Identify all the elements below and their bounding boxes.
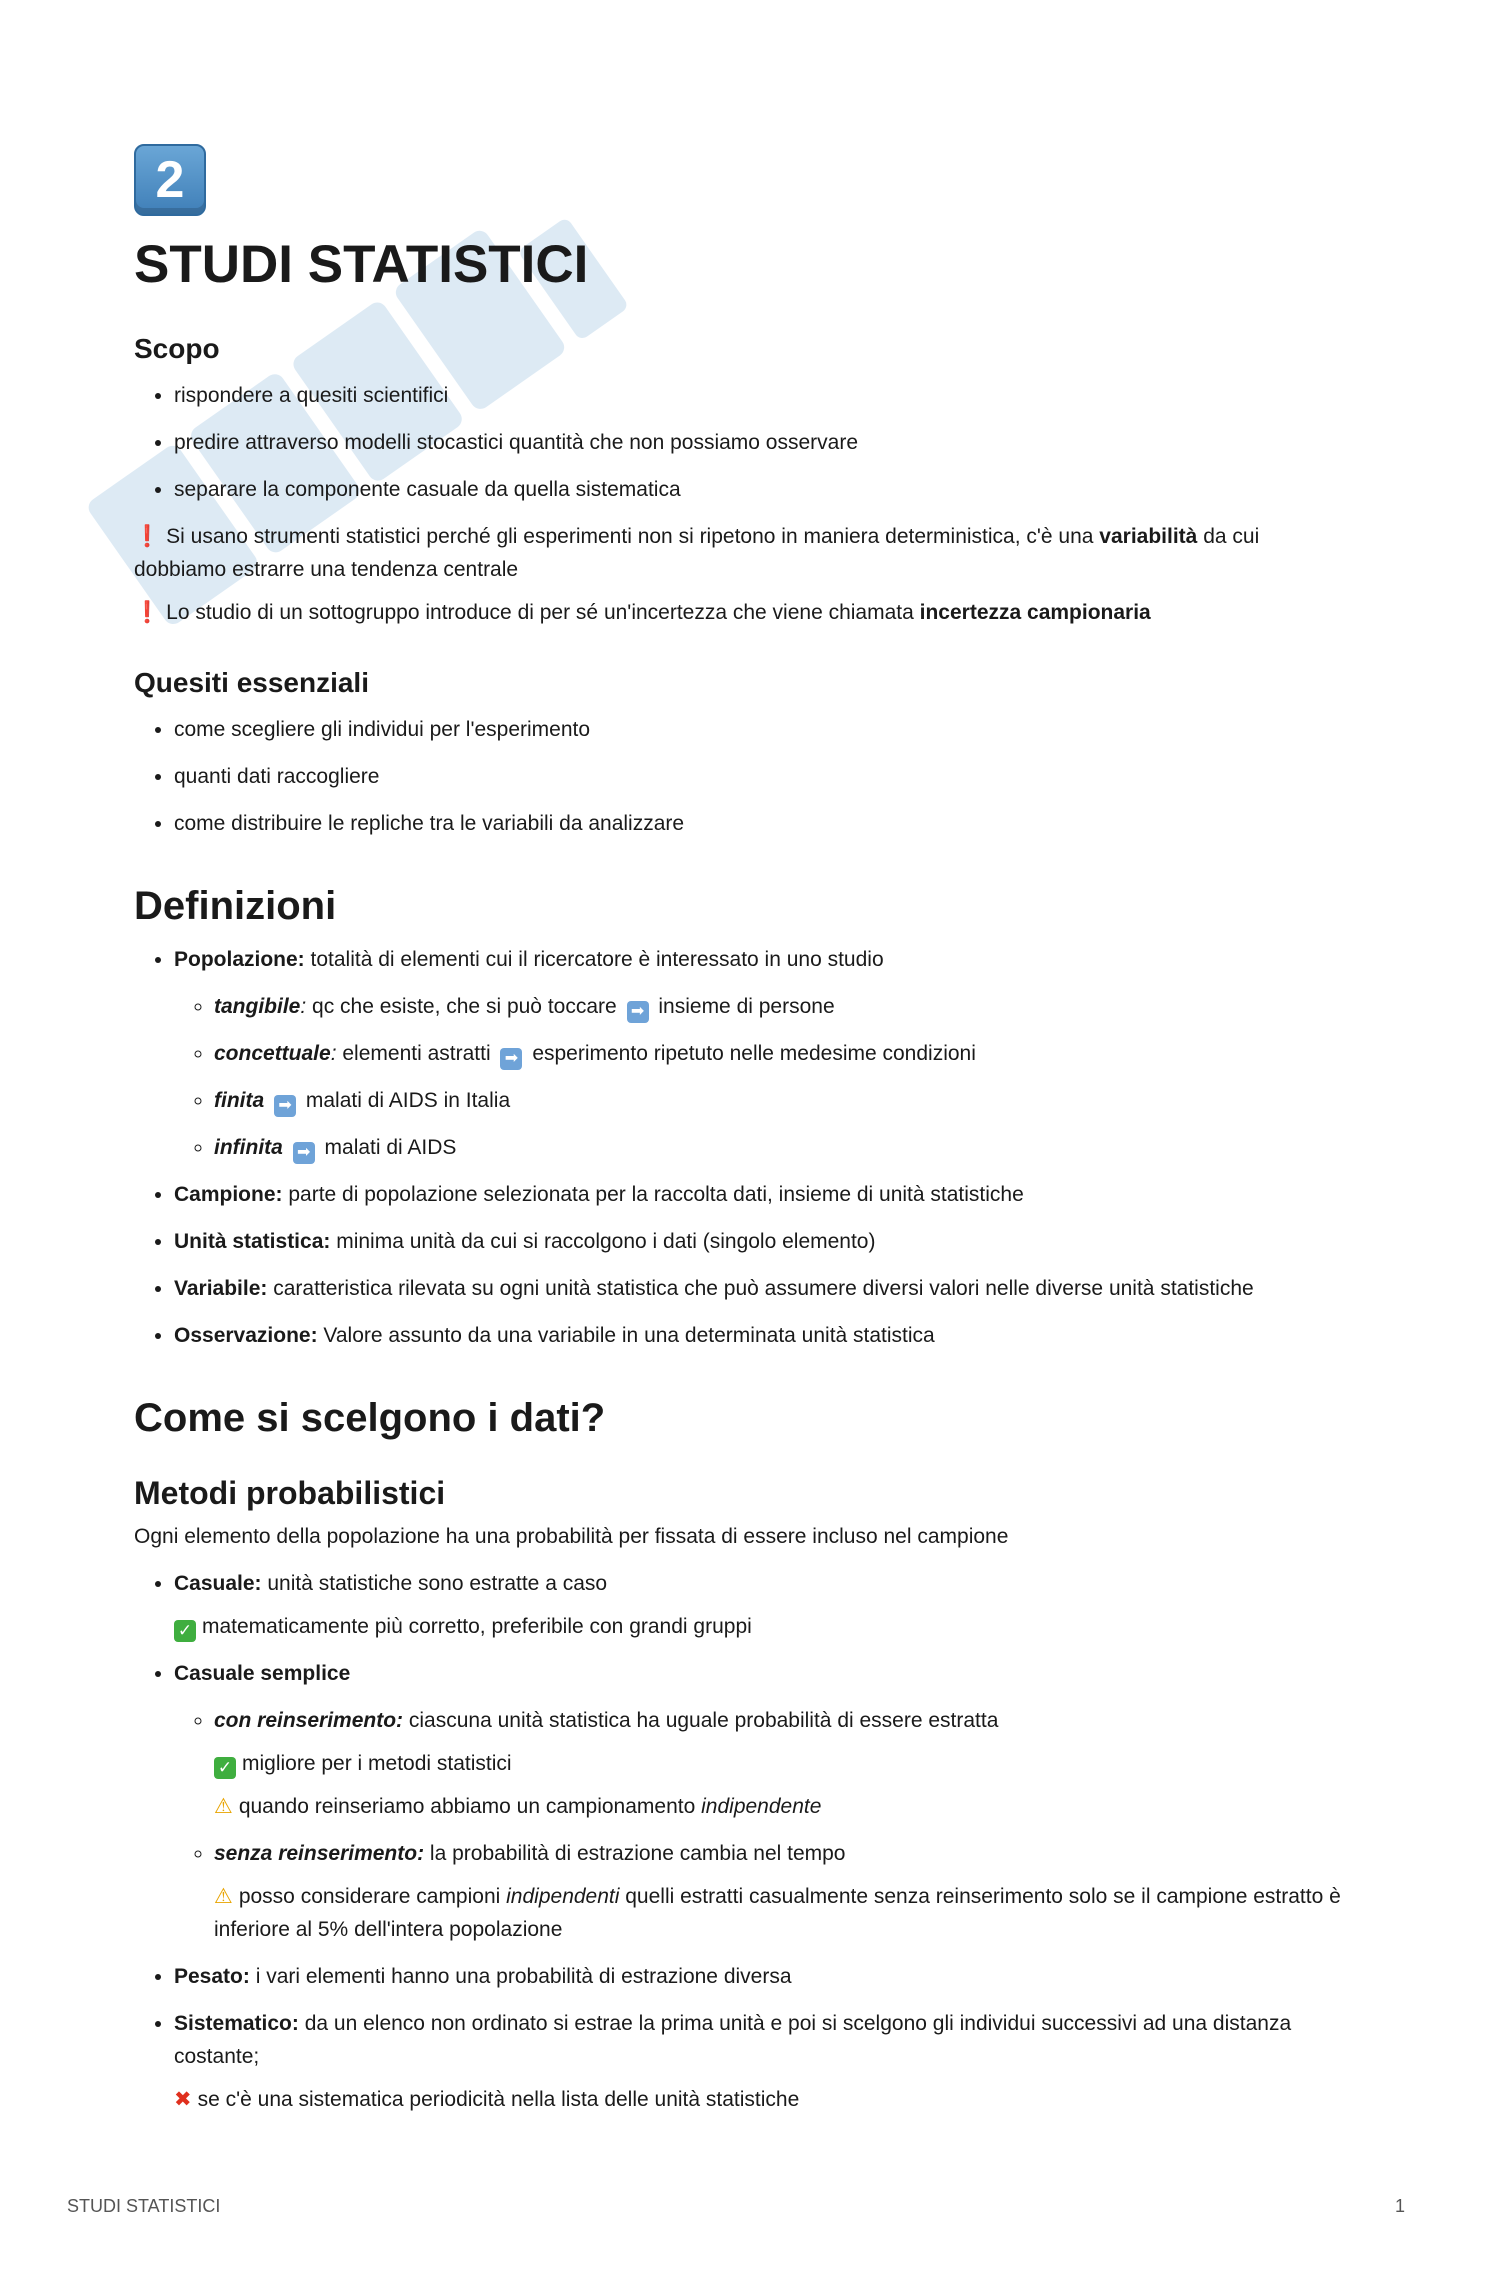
note-bold: incertezza campionaria <box>919 601 1151 624</box>
list-item <box>214 1837 1354 1946</box>
term-text: da un elenco non ordinato si estrae la prima unità e poi si scelgono gli individui successivi ad una distanza costante; <box>174 2012 1292 2068</box>
term-label: tangibile <box>214 995 301 1018</box>
list-item <box>174 1225 1354 1258</box>
note-text: quando reinseriamo abbiamo un campionamento <box>238 1795 702 1818</box>
quesiti-list <box>134 713 1354 840</box>
list-item <box>174 1272 1354 1305</box>
list-item: • quanti dati raccogliere <box>174 760 1354 793</box>
warning-note <box>214 1790 1354 1823</box>
arrow-right-icon: ➡ <box>293 1142 315 1164</box>
term-label: Casuale semplice <box>174 1662 351 1685</box>
term-text: Valore assunto da una variabile in una determinata unità statistica <box>317 1324 935 1347</box>
term-label: finita <box>214 1089 265 1112</box>
exclamation-icon: ❗ <box>134 525 161 548</box>
list-item <box>174 1319 1354 1352</box>
heading-definizioni: Definizioni <box>134 884 337 928</box>
list-item <box>214 1131 1354 1164</box>
heading-quesiti: Quesiti essenziali <box>134 667 369 698</box>
list-item: • predire attraverso modelli stocastici quantità che non possiamo osservare <box>174 426 1354 459</box>
pro-note <box>174 1610 1354 1643</box>
list-item-casuale-semplice <box>174 1657 1354 1946</box>
term-label: Campione: <box>174 1183 283 1206</box>
list-item <box>174 1178 1354 1211</box>
list-item: • come scegliere gli individui per l'esperimento <box>174 713 1354 746</box>
semplice-sublist <box>174 1704 1354 1946</box>
list-item: • separare la componente casuale da quella sistematica <box>174 473 1354 506</box>
note-text: quelli estratti casualmente senza reinserimento solo se il campione estratto è inferiore al 5% dell'intera popolazione <box>214 1885 1341 1941</box>
list-item <box>214 1037 1354 1070</box>
term-label: senza reinserimento: <box>214 1842 425 1865</box>
document-page <box>134 144 1354 2130</box>
list-item-sistematico <box>174 2007 1354 2116</box>
note-em: indipendente <box>701 1795 822 1818</box>
term-after: malati di AIDS in Italia <box>305 1089 511 1112</box>
check-icon: ✓ <box>214 1757 236 1779</box>
term-text: parte di popolazione selezionata per la raccolta dati, insieme di unità statistiche <box>282 1183 1024 1206</box>
term-text: minima unità da cui si raccolgono i dati (singolo elemento) <box>330 1230 876 1253</box>
check-icon: ✓ <box>174 1620 196 1642</box>
term-label: Variabile: <box>174 1277 268 1300</box>
footer-title: STUDI STATISTICI <box>67 2196 221 2216</box>
heading-scopo: Scopo <box>134 333 220 364</box>
list-item: • rispondere a quesiti scientifici <box>174 379 1354 412</box>
term-text: qc che esiste, che si può toccare <box>306 995 617 1018</box>
con-note <box>174 2083 1354 2116</box>
warning-icon: ⚠ <box>214 1885 233 1908</box>
term-after: esperimento ripetuto nelle medesime condizioni <box>532 1042 976 1065</box>
term-label: Popolazione: <box>174 948 305 971</box>
list-item: • come distribuire le repliche tra le variabili da analizzare <box>174 807 1354 840</box>
term-text: totalità di elementi cui il ricercatore è interessato in uno studio <box>304 948 884 971</box>
note-text: da cui dobbiamo estrarre una tendenza centrale <box>134 525 1260 581</box>
term-label: Sistematico: <box>174 2012 299 2035</box>
list-item-casuale <box>174 1567 1354 1643</box>
note-text: Lo studio di un sottogruppo introduce di per sé un'incertezza che viene chiamata <box>166 601 920 624</box>
exclamation-icon: ❗ <box>134 601 161 624</box>
cross-icon: ✖ <box>174 2088 192 2111</box>
metodi-list <box>134 1567 1354 2116</box>
scopo-list <box>134 379 1354 506</box>
list-item-popolazione <box>174 943 1354 1164</box>
note-variabilita <box>134 520 1354 586</box>
term-colon: : <box>300 995 307 1018</box>
keycap-two-icon: 2 <box>134 144 206 216</box>
term-text: la probabilità di estrazione cambia nel tempo <box>424 1842 846 1865</box>
list-item <box>214 990 1354 1023</box>
note-text: se c'è una sistematica periodicità nella lista delle unità statistiche <box>197 2088 800 2111</box>
note-incertezza <box>134 596 1354 629</box>
term-text: i vari elementi hanno una probabilità di estrazione diversa <box>249 1965 792 1988</box>
note-text: migliore per i metodi statistici <box>242 1752 512 1775</box>
pro-note <box>214 1747 1354 1780</box>
note-text: posso considerare campioni <box>238 1885 507 1908</box>
page-title: STUDI STATISTICI <box>134 235 589 294</box>
warning-icon: ⚠ <box>214 1795 233 1818</box>
definizioni-list <box>134 943 1354 1352</box>
list-item <box>214 1704 1354 1823</box>
popolazione-sublist <box>174 990 1354 1164</box>
term-text: ciascuna unità statistica ha uguale probabilità di essere estratta <box>403 1709 999 1732</box>
list-item <box>214 1084 1354 1117</box>
term-label: Pesato: <box>174 1965 250 1988</box>
term-label: Casuale: <box>174 1572 262 1595</box>
warning-note <box>214 1880 1354 1946</box>
term-label: infinita <box>214 1136 283 1159</box>
note-text: Si usano strumenti statistici perché gli esperimenti non si ripetono in maniera deterministica, c'è una <box>166 525 1100 548</box>
arrow-right-icon: ➡ <box>500 1048 522 1070</box>
term-label: Osservazione: <box>174 1324 318 1347</box>
note-text: matematicamente più corretto, preferibile con grandi gruppi <box>202 1615 752 1638</box>
heading-scelta-dati: Come si scelgono i dati? <box>134 1396 606 1440</box>
arrow-right-icon: ➡ <box>627 1001 649 1023</box>
note-bold: variabilità <box>1099 525 1198 548</box>
arrow-right-icon: ➡ <box>274 1095 296 1117</box>
metodi-intro: Ogni elemento della popolazione ha una probabilità per fissata di essere incluso nel campione <box>134 1525 1009 1548</box>
term-label: Unità statistica: <box>174 1230 331 1253</box>
page-number: 1 <box>1394 2196 1405 2216</box>
term-text: elementi astratti <box>336 1042 491 1065</box>
term-text: caratteristica rilevata su ogni unità statistica che può assumere diversi valori nelle diverse unità statistiche <box>267 1277 1254 1300</box>
term-label: concettuale <box>214 1042 331 1065</box>
term-text: unità statistiche sono estratte a caso <box>261 1572 608 1595</box>
term-colon: : <box>330 1042 337 1065</box>
term-label: con reinserimento: <box>214 1709 404 1732</box>
term-after: insieme di persone <box>658 995 835 1018</box>
heading-metodi-probabilistici: Metodi probabilistici <box>134 1475 446 1511</box>
list-item-pesato <box>174 1960 1354 1993</box>
term-after: malati di AIDS <box>324 1136 457 1159</box>
note-em: indipendenti <box>506 1885 620 1908</box>
